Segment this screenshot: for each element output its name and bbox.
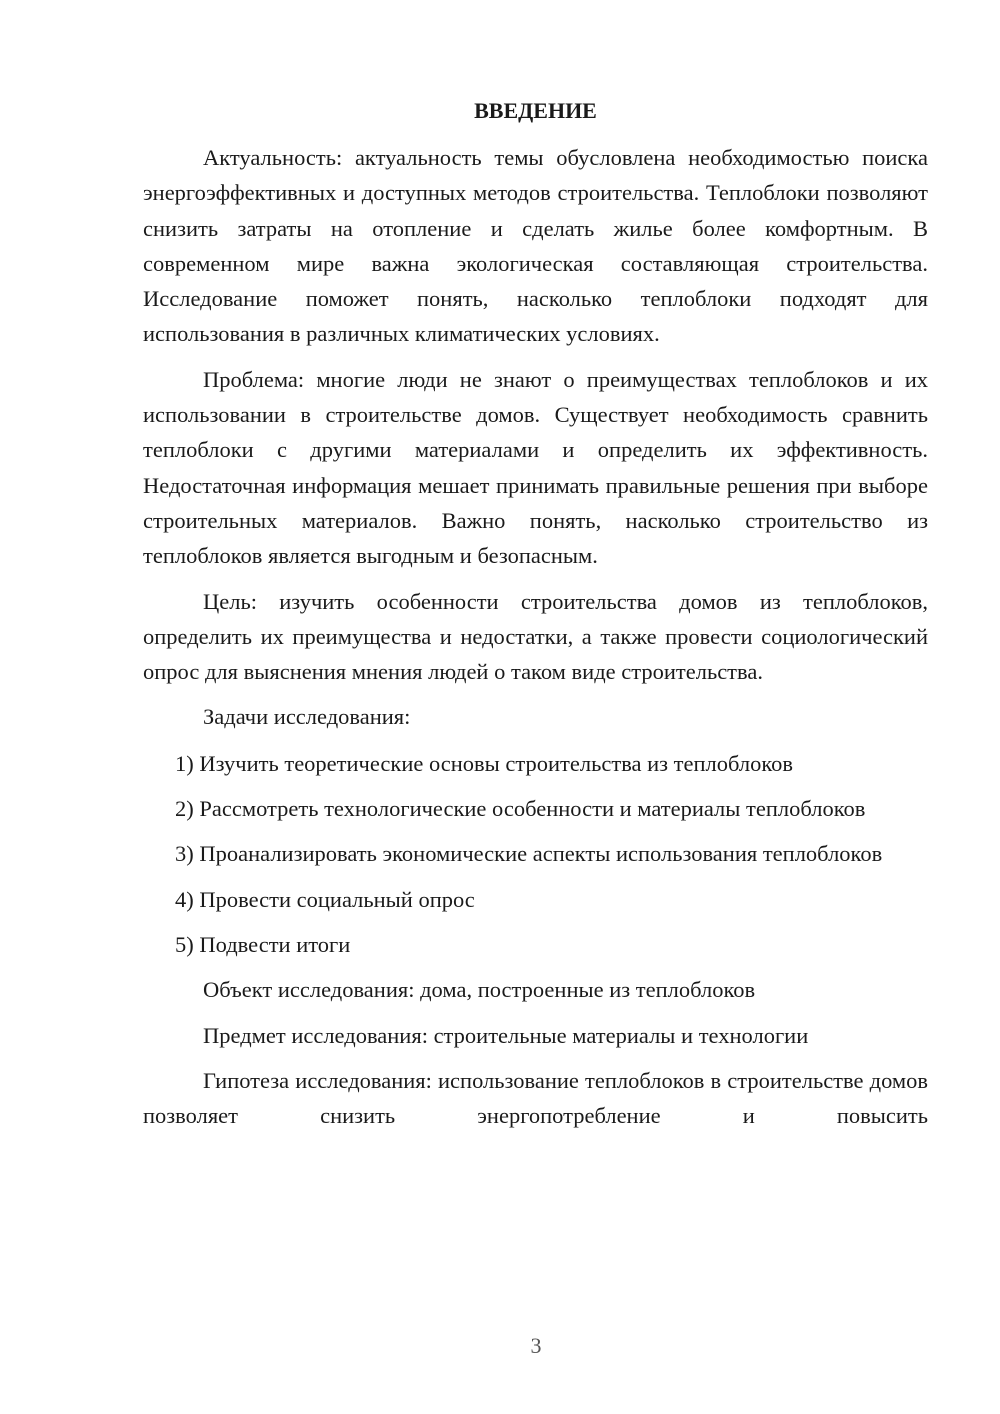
task-item-1: 1) Изучить теоретические основы строительства из теплоблоков	[175, 750, 794, 776]
task-item-5: 5) Подвести итоги	[175, 931, 351, 957]
section-heading: ВВЕДЕНИЕ	[474, 98, 597, 123]
task-item-4: 4) Провести социальный опрос	[175, 886, 475, 912]
hypothesis-paragraph: Гипотеза исследования: использование теплоблоков в строительстве домов позволяет снизить энергопотребление и повысить	[143, 1067, 928, 1129]
task-item-3: 3) Проанализировать экономические аспекты использования теплоблоков	[175, 841, 883, 867]
object-paragraph: Объект исследования: дома, построенные из теплоблоков	[203, 977, 756, 1003]
relevance-paragraph: Актуальность: актуальность темы обусловлена необходимостью поиска энергоэффективных и доступных методов строительства. Теплоблоки позволяют снизить затраты на отопление и сделать жилье более комфортным. В современном мире важна экологическая составляющая строительства. Исследование поможет понять, насколько теплоблоки подходят для использования в различных климатических условиях.	[143, 145, 928, 347]
subject-paragraph: Предмет исследования: строительные материалы и технологии	[203, 1022, 809, 1048]
problem-paragraph: Проблема: многие люди не знают о преимуществах теплоблоков и их использовании в строительстве домов. Существует необходимость сравнить теплоблоки с другими материалами и определить их эффективность. Недостаточная информация мешает принимать правильные решения при выборе строительных материалов. Важно понять, насколько строительство из теплоблоков является выгодным и безопасным.	[143, 366, 928, 569]
page-body	[143, 94, 928, 1143]
goal-paragraph: Цель: изучить особенности строительства домов из теплоблоков, определить их преимущества и недостатки, а также провести социологический опрос для выяснения мнения людей о таком виде строительства.	[143, 588, 928, 685]
task-item-2: 2) Рассмотреть технологические особенности и материалы теплоблоков	[175, 796, 866, 822]
page-number: 3	[530, 1333, 542, 1358]
tasks-heading: Задачи исследования:	[203, 704, 411, 730]
